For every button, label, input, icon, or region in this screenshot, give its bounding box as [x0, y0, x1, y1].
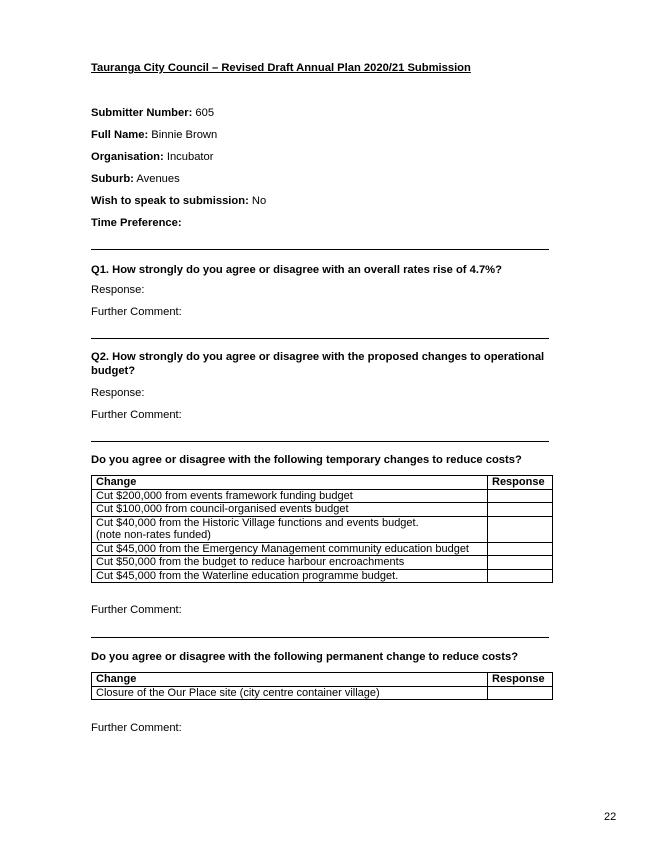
change-cell: Cut $50,000 from the budget to reduce harbour encroachments: [92, 556, 488, 570]
response-cell[interactable]: [488, 556, 553, 570]
page-number: 22: [604, 811, 617, 823]
temporary-changes-table: [91, 475, 553, 583]
permanent-change-table: [91, 672, 553, 700]
response-cell[interactable]: [488, 542, 553, 556]
table-header-row: [92, 476, 553, 490]
response-cell[interactable]: [488, 686, 553, 700]
column-header-change: Change: [92, 673, 488, 687]
table-row: [92, 556, 553, 570]
q1-comment: Further Comment:: [91, 306, 182, 318]
change-cell: Cut $45,000 from the Waterline education programme budget.: [92, 569, 488, 583]
temporary-comment: Further Comment:: [91, 604, 182, 616]
change-cell: Cut $45,000 from the Emergency Management community education budget: [92, 542, 488, 556]
submitter-number: Submitter Number: 605: [91, 107, 215, 119]
permanent-comment: Further Comment:: [91, 722, 182, 734]
table-row: [92, 489, 553, 503]
time-preference: Time Preference:: [91, 217, 182, 229]
q2-comment: Further Comment:: [91, 409, 182, 421]
column-header-response: Response: [488, 673, 553, 687]
response-cell[interactable]: [488, 503, 553, 517]
change-cell: Cut $100,000 from council-organised events budget: [92, 503, 488, 517]
wish-to-speak: Wish to speak to submission: No: [91, 195, 267, 207]
divider: [91, 249, 549, 250]
q1-response: Response:: [91, 284, 145, 296]
response-cell[interactable]: [488, 489, 553, 503]
table-row: [92, 686, 553, 700]
permanent-question: Do you agree or disagree with the following permanent change to reduce costs?: [91, 651, 519, 663]
change-cell: Cut $200,000 from events framework funding budget: [92, 489, 488, 503]
full-name: Full Name: Binnie Brown: [91, 129, 218, 141]
divider: [91, 637, 549, 638]
table-row: [92, 569, 553, 583]
document-title: Tauranga City Council – Revised Draft Annual Plan 2020/21 Submission: [91, 62, 471, 74]
divider: [91, 338, 549, 339]
change-cell: Closure of the Our Place site (city centre container village): [92, 686, 488, 700]
table-row: [92, 516, 553, 542]
q2-response: Response:: [91, 387, 145, 399]
organisation: Organisation: Incubator: [91, 151, 214, 163]
divider: [91, 441, 549, 442]
response-cell[interactable]: [488, 516, 553, 542]
table-row: [92, 503, 553, 517]
change-cell: Cut $40,000 from the Historic Village functions and events budget. (note non-rates funded): [92, 516, 488, 542]
table-header-row: [92, 673, 553, 687]
response-cell[interactable]: [488, 569, 553, 583]
q1-question: Q1. How strongly do you agree or disagree with an overall rates rise of 4.7%?: [91, 264, 502, 276]
table-row: [92, 542, 553, 556]
column-header-response: Response: [488, 476, 553, 490]
q2-question: Q2. How strongly do you agree or disagree with the proposed changes to operational budget?: [91, 351, 545, 377]
suburb: Suburb: Avenues: [91, 173, 180, 185]
column-header-change: Change: [92, 476, 488, 490]
temporary-question: Do you agree or disagree with the following temporary changes to reduce costs?: [91, 454, 522, 466]
